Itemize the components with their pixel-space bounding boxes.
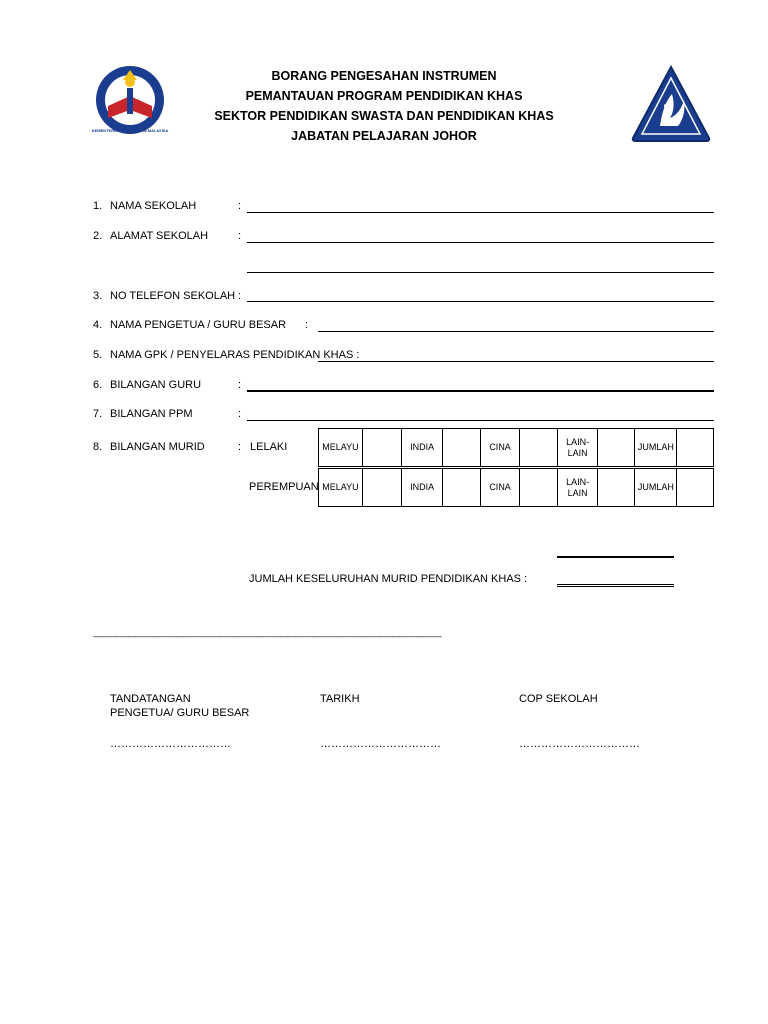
signature-line-cop-sekolah[interactable]: ……………………………: [519, 738, 640, 750]
field-number: 5.: [93, 349, 103, 361]
field-number: 7.: [93, 408, 103, 420]
cell-label-india: INDIA: [402, 429, 442, 467]
cell-label-jumlah: JUMLAH: [635, 469, 677, 507]
input-line-alamat-1[interactable]: [247, 242, 714, 243]
kpm-logo-text: KEMENTERIAN PELAJARAN MALAYSIA: [91, 128, 169, 133]
colon: :: [238, 379, 242, 391]
total-top-rule: [557, 556, 674, 558]
field-number: 1.: [93, 200, 103, 212]
cell-label-cina: CINA: [481, 469, 519, 507]
colon: :: [238, 200, 242, 212]
form-title-line-3: SEKTOR PENDIDIKAN SWASTA DAN PENDIDIKAN KHAS: [214, 109, 554, 123]
cell-label-india: INDIA: [402, 469, 442, 507]
cell-label-lain-lain: LAIN- LAIN: [558, 469, 597, 507]
cell-label-jumlah: JUMLAH: [635, 429, 677, 467]
colon: :: [238, 290, 242, 302]
cell-label-melayu: MELAYU: [319, 429, 363, 467]
signature-line-tarikh[interactable]: ……………………………: [320, 738, 441, 750]
separator-dashes: -----------------------------------------------------------------------------------------------------------------------------------------------------------------: [93, 632, 442, 641]
colon: :: [238, 441, 242, 453]
input-line-no-telefon[interactable]: [247, 301, 714, 302]
murid-perempuan-table: [318, 468, 714, 507]
input-line-nama-pengetua[interactable]: [318, 331, 714, 332]
label-nama-sekolah: NAMA SEKOLAH: [110, 200, 197, 212]
field-number: 3.: [93, 290, 103, 302]
label-nama-gpk: NAMA GPK / PENYELARAS PENDIDIKAN KHAS :: [110, 349, 360, 361]
cell-input-lain-lain[interactable]: [597, 429, 635, 467]
cell-input-jumlah[interactable]: [677, 429, 714, 467]
input-line-jumlah-keseluruhan[interactable]: [557, 584, 674, 587]
label-perempuan: PEREMPUAN: [249, 481, 319, 493]
field-number: 2.: [93, 230, 103, 242]
label-bilangan-ppm: BILANGAN PPM: [110, 408, 193, 420]
colon: :: [238, 408, 242, 420]
input-line-bilangan-guru[interactable]: [247, 390, 714, 392]
label-nama-pengetua: NAMA PENGETUA / GURU BESAR: [110, 319, 287, 331]
input-line-alamat-2[interactable]: [247, 272, 714, 273]
input-line-nama-sekolah[interactable]: [247, 212, 714, 213]
label-bilangan-guru: BILANGAN GURU: [110, 379, 202, 391]
cell-input-jumlah[interactable]: [677, 469, 714, 507]
cell-label-cina: CINA: [481, 429, 519, 467]
label-bilangan-murid: BILANGAN MURID: [110, 441, 205, 453]
murid-lelaki-table: [318, 428, 714, 467]
cell-input-melayu[interactable]: [362, 429, 401, 467]
colon: :: [238, 230, 242, 242]
colon: :: [305, 319, 309, 331]
cell-input-cina[interactable]: [519, 429, 558, 467]
field-number: 8.: [93, 441, 103, 453]
input-line-nama-gpk[interactable]: [318, 361, 714, 362]
form-title-line-2: PEMANTAUAN PROGRAM PENDIDIKAN KHAS: [245, 89, 523, 103]
label-lelaki: LELAKI: [250, 441, 288, 453]
label-jumlah-keseluruhan: JUMLAH KESELURUHAN MURID PENDIDIKAN KHAS :: [249, 573, 528, 585]
label-no-telefon: NO TELEFON SEKOLAH: [110, 290, 236, 302]
cell-label-lain-lain: LAIN- LAIN: [558, 429, 597, 467]
cell-label-melayu: MELAYU: [319, 469, 363, 507]
cell-input-lain-lain[interactable]: [597, 469, 635, 507]
field-number: 4.: [93, 319, 103, 331]
cell-input-cina[interactable]: [519, 469, 558, 507]
signature-line-tandatangan[interactable]: ……………………………: [110, 738, 231, 750]
cell-input-india[interactable]: [442, 429, 481, 467]
label-tandatangan: TANDATANGAN PENGETUA/ GURU BESAR: [110, 693, 250, 719]
input-line-bilangan-ppm[interactable]: [247, 420, 714, 421]
label-tarikh: TARIKH: [320, 693, 360, 705]
form-title-line-1: BORANG PENGESAHAN INSTRUMEN: [271, 69, 497, 83]
cell-input-melayu[interactable]: [362, 469, 401, 507]
table-row: [319, 469, 714, 507]
label-alamat-sekolah: ALAMAT SEKOLAH: [110, 230, 209, 242]
table-row: [319, 429, 714, 467]
form-title-line-4: JABATAN PELAJARAN JOHOR: [291, 129, 477, 143]
cell-input-india[interactable]: [442, 469, 481, 507]
label-cop-sekolah: COP SEKOLAH: [519, 693, 598, 705]
field-number: 6.: [93, 379, 103, 391]
